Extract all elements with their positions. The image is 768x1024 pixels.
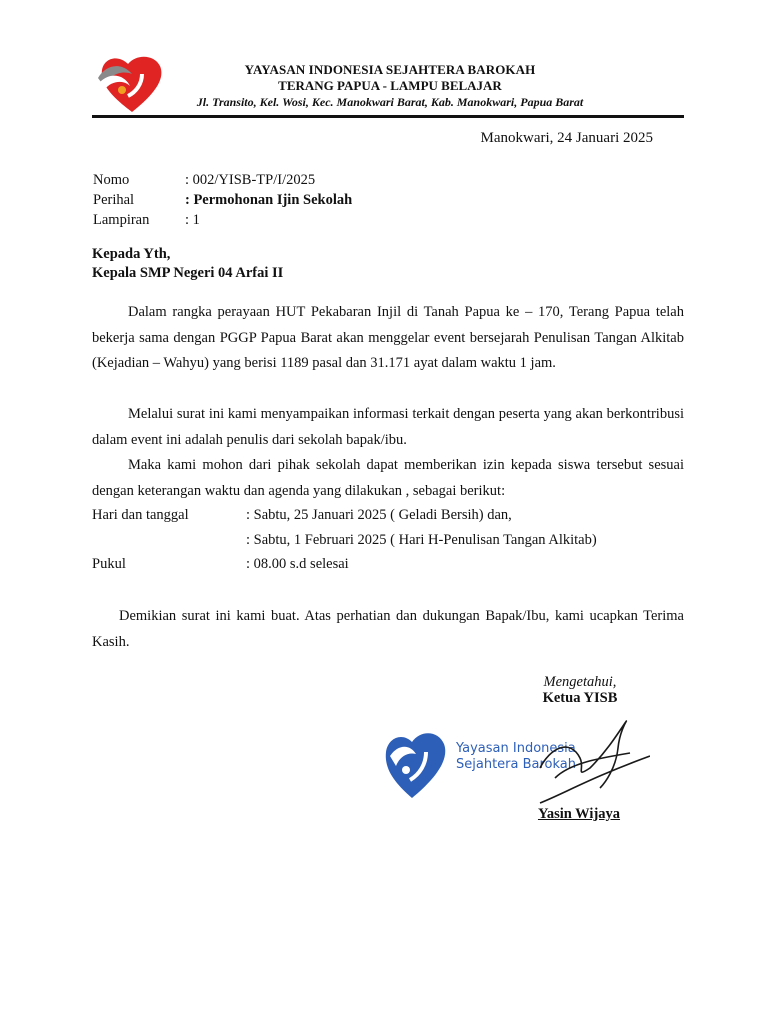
schedule-time-value: : 08.00 s.d selesai	[246, 556, 349, 572]
stamp-text-1: Yayasan Indonesia	[456, 741, 576, 756]
letterhead-divider	[92, 115, 684, 118]
stamp-text-2: Sejahtera Barokah	[456, 757, 577, 772]
meta-label: Perihal	[93, 192, 135, 208]
signer-position: Ketua YISB	[542, 690, 618, 706]
letter-meta	[93, 172, 352, 232]
meta-value: : 1	[185, 212, 200, 228]
meta-row-number	[93, 172, 352, 192]
body-paragraph-1: Dalam rangka perayaan HUT Pekabaran Injil di Tanah Papua ke – 170, Terang Papua telah bekerja sama dengan PGGP Papua Barat akan menggelar event bersejarah Penulisan Tangan Alkitab (Kejadian – Wahyu) yang berisi 1189 pasal dan 31.171 ayat dalam waktu 1 jam.	[92, 304, 684, 371]
place-date: Manokwari, 24 Januari 2025	[480, 130, 653, 146]
signer-name: Yasin Wijaya	[537, 806, 621, 822]
body-paragraph-3: Maka kami mohon dari pihak sekolah dapat memberikan izin kepada siswa tersebut sesuai dengan keterangan waktu dan agenda yang dilakukan , sebagai berikut:	[92, 457, 684, 499]
org-name: YAYASAN INDONESIA SEJAHTERA BAROKAH	[244, 62, 536, 77]
recipient-greeting: Kepada Yth,	[92, 246, 171, 262]
acknowledged-label: Mengetahui,	[543, 674, 617, 690]
org-address: Jl. Transito, Kel. Wosi, Kec. Manokwari Barat, Kab. Manokwari, Papua Barat	[196, 95, 584, 109]
meta-value: : 002/YISB-TP/I/2025	[185, 172, 316, 188]
meta-label: Lampiran	[93, 212, 150, 228]
meta-row-subject	[93, 192, 352, 212]
meta-label: Nomo	[93, 172, 130, 188]
meta-row-attachment	[93, 212, 352, 232]
program-name: TERANG PAPUA - LAMPU BELAJAR	[278, 78, 502, 93]
schedule-day-value-2: : Sabtu, 1 Februari 2025 ( Hari H-Penulisan Tangan Alkitab)	[246, 532, 597, 548]
body-paragraph-2: Melalui surat ini kami menyampaikan informasi terkait dengan peserta yang akan berkontribusi dalam event ini adalah penulis dari sekolah bapak/ibu.	[92, 406, 684, 448]
foundation-logo	[92, 52, 170, 114]
schedule-time-label: Pukul	[92, 556, 126, 572]
schedule-day-label: Hari dan tanggal	[92, 507, 189, 523]
closing-paragraph: Demikian surat ini kami buat. Atas perhatian dan dukungan Bapak/Ibu, kami ucapkan Terima Kasih.	[92, 608, 684, 650]
recipient-name: Kepala SMP Negeri 04 Arfai II	[92, 265, 284, 281]
foundation-stamp	[380, 708, 650, 808]
schedule-day-value-1: : Sabtu, 25 Januari 2025 ( Geladi Bersih) dan,	[246, 507, 512, 523]
meta-value: : Permohonan Ijin Sekolah	[185, 192, 353, 208]
